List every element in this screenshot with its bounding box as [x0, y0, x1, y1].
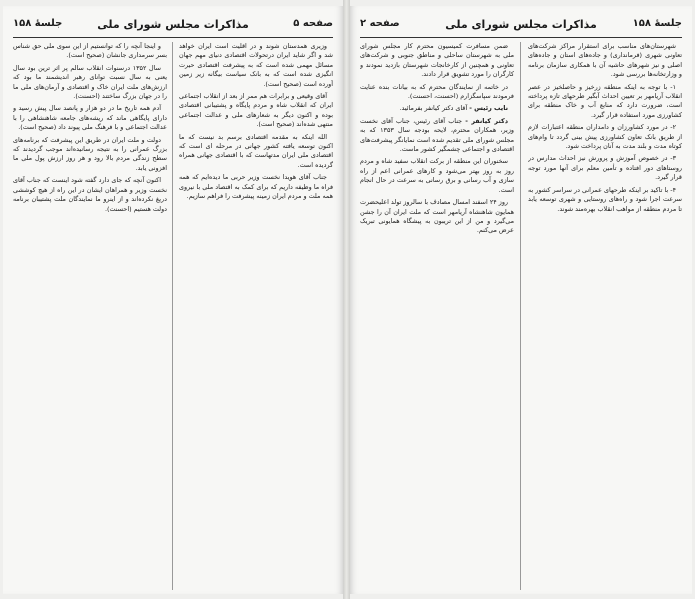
right-page-number: صفحه ۲ — [360, 18, 400, 29]
paragraph-text: وزیری همدستان شوند و در اقلیت است ایران خواهد شد و اگر شاید ایران درتحولات اقتصادی دنیای مهم جهان مسائل مهمی شده است که به پیشرفت اقتصادی حیرت انگیزی شده است که به بانک سیاست بیگانه زیر زمین آورده است (صحیح است). — [179, 42, 333, 88]
paragraph-text: الله اینکه به مقدمه اقتصادی برسم بد نیست که ما اکنون توسعه یافته کشور جهانی در مرحله ای است که اقتصادی ملی ایران مدتهاست که با اقتصادی جهانی همراه گردیده است. — [179, 132, 333, 169]
paragraph — [528, 186, 682, 214]
right-page-column-2 — [360, 42, 514, 590]
right-page — [350, 6, 692, 594]
right-column-divider — [520, 42, 521, 590]
paragraph — [179, 173, 333, 201]
right-page-title: مذاکرات مجلس شورای ملی — [445, 18, 597, 31]
paragraph-text: جناب آقای رئیس، جناب آقای نخست وزیر، همکاران محترم، لایحه بودجه سال ۱۳۵۳ که به مجلس شورای ملی تقدیم شده است نمایانگر پیشرفت‌های اقتصادی و اجتماعی چشمگیر کشور ماست. — [360, 116, 514, 154]
paragraph-text: ضمن مسافرت کمیسیون محترم کار مجلس شورای ملی به شهرستان ساحلی و مناطق جنوبی و شرکت‌های تعاونی و همچنین از کارخانجات شهرستان بازدید نمودند و کارگران را مورد تشویق قرار دادند. — [360, 42, 514, 79]
speaker-name: دکتر کیانفر - — [465, 116, 508, 125]
paragraph — [13, 64, 167, 102]
paragraph — [360, 42, 514, 80]
paragraph-text: جناب آقای هویدا نخست وزیر حربی ما دیده‌ایم که همه فراه ما وظیفه داریم که برای کمک به اقتصاد ملی با نیروی همه ملت و مردم ایران زمینه پیشرفت را فراهم سازیم. — [179, 173, 333, 201]
paragraph-text: در خاتمه از نمایندگان محترم که به بیانات بنده عنایت فرمودند سپاسگزارم (احسنت، احسنت). — [360, 82, 514, 101]
left-page — [3, 6, 343, 594]
paragraph-text: دولت و ملت ایران در طریق این پیشرفت که برنامه‌های بزرگ عمرانی را به نتیجه رسانیده‌اند موجب گردیدند که سطح زندگی مردم بالا رود و هر روز ارزش پول ملی ما افزونی یابد. — [13, 135, 167, 172]
paragraph — [360, 117, 514, 155]
paragraph-text: سال ۱۳۵۲ درسنوات انقلاب سالم پر اثر ترین بود سال یعنی به سال نسبت توانای رهبر اندیشمند ما بود که ارزش‌های ملت ایران خاک و اقتصادی و آرمان‌های ملی ما را در جهان بزرگ ساختند (احسنت). — [13, 63, 167, 101]
left-page-header — [13, 14, 333, 34]
speaker-name: نایب رئیس - — [469, 104, 508, 113]
paragraph-text: آقای دکتر کیانفر بفرمائید. — [399, 104, 468, 113]
paragraph — [360, 104, 514, 113]
left-page-column-1 — [179, 42, 333, 590]
paragraph — [528, 42, 682, 80]
right-page-session: جلسهٔ ۱۵۸ — [632, 18, 682, 29]
left-page-title: مذاکرات مجلس شورای ملی — [97, 18, 249, 31]
paragraph — [13, 136, 167, 174]
paragraph — [13, 42, 167, 61]
paragraph — [13, 104, 167, 132]
paragraph — [360, 83, 514, 102]
paragraph-text: سخنوران این منطقه از برکت انقلاب سفید شاه و مردم روز به روز بهتر می‌شود و کارهای عمرانی اعم از راه سازی و آب رسانی و برق رسانی به سرعت در حال انجام است. — [360, 157, 514, 194]
paragraph-text: اکنون آنچه که جای دارد گفته شود اینست که جناب آقای نخست وزیر و همراهان ایشان در این راه از هیچ کوششی دریغ نکرده‌اند و از اینرو ما نمایندگان ملت پشتیبان برنامه دولت هستیم (احسنت). — [13, 176, 167, 213]
paragraph-text: ۳- در خصوص آموزش و پرورش نیز احداث مدارس در روستاهای دور افتاده و تأمین معلم برای آنها مورد توجه قرار گیرد. — [528, 154, 682, 182]
right-page-header — [360, 14, 682, 34]
left-page-number: صفحه ۵ — [293, 18, 333, 29]
right-page-column-1 — [528, 42, 682, 590]
paragraph — [360, 198, 514, 236]
left-page-column-2 — [13, 42, 167, 590]
paragraph — [179, 92, 333, 130]
paragraph-text: آقای وقیعی و برابرات هم ممر از بعد از انقلاب اجتماعی ایران که انقلاب شاه و مردم پایگاه و پشتیبانی اقتصادی بوده و اکنون دیگر به شعارهای ملی و عدالت اجتماعی منتهی شده‌اند (صحیح است). — [179, 92, 333, 129]
left-page-session: جلسهٔ ۱۵۸ — [13, 18, 63, 29]
left-column-divider — [172, 42, 173, 590]
paragraph-text: شهرستان‌های مناسب برای استقرار مراکز شرکت‌های تعاونی شهری (فرمانداری) و جاده‌های استان و جاده‌های اصلی و نیز شهرهای حاشیه آن با همکاری سازمان برنامه و وزارتخانه‌ها بررسی شود. — [528, 42, 682, 79]
paragraph — [528, 154, 682, 182]
paragraph — [528, 123, 682, 151]
paragraph — [360, 157, 514, 195]
paragraph-text: روز ۲۴ اسفند امسال مصادف با سالروز تولد اعلیحضرت همایون شاهنشاه آریامهر است که ملت ایران آن را جشن می‌گیرد و من از این تریبون به پیشگاه همایونی تبریک عرض می‌کنم. — [360, 198, 514, 235]
book-gutter — [343, 0, 350, 599]
right-header-rule — [360, 37, 682, 38]
paragraph-text: ۱- با توجه به اینکه منطقه زرخیز و حاصلخیز در عصر انقلاب آریامهر بر تعیین احداث آبگیر طرحهای تازه پرداخته است، ضرورت دارد که منابع آب و خاک منطقه برای کشاورزی مورد استفاده قرار گیرد. — [528, 82, 682, 119]
paragraph-text: آدم همه تاریخ ما در دو هزار و پانصد سال پیش رسید و دارای پایگاهی ماند که ریشه‌های جامعه شاهنشاهی را با عدالت اجتماعی و با فرهنگ ملی پیوند داد (صحیح است). — [13, 104, 167, 132]
paragraph-text: ۲- در مورد کشاورزان و دامداران منطقه اعتبارات لازم از طریق بانک تعاون کشاورزی پیش بینی گردد تا وام‌های کوتاه مدت و بلند مدت به آنان پرداخت شود. — [528, 123, 682, 151]
paragraph — [528, 83, 682, 121]
paragraph — [179, 133, 333, 171]
paragraph-text: ۴- با تاکید بر اینکه طرحهای عمرانی در سراسر کشور به سرعت اجرا شود و راه‌های روستایی و شهری توسعه یابد تا مردم منطقه از مواهب انقلاب بهره‌مند شوند. — [528, 185, 682, 213]
paragraph — [13, 176, 167, 214]
paragraph-text: و اینجا آنچه را که توانستیم از این سوی ملی حق شناس بسر سرمداری جانشان (صحیح است). — [13, 42, 167, 60]
paragraph — [179, 42, 333, 89]
left-header-rule — [13, 37, 333, 38]
